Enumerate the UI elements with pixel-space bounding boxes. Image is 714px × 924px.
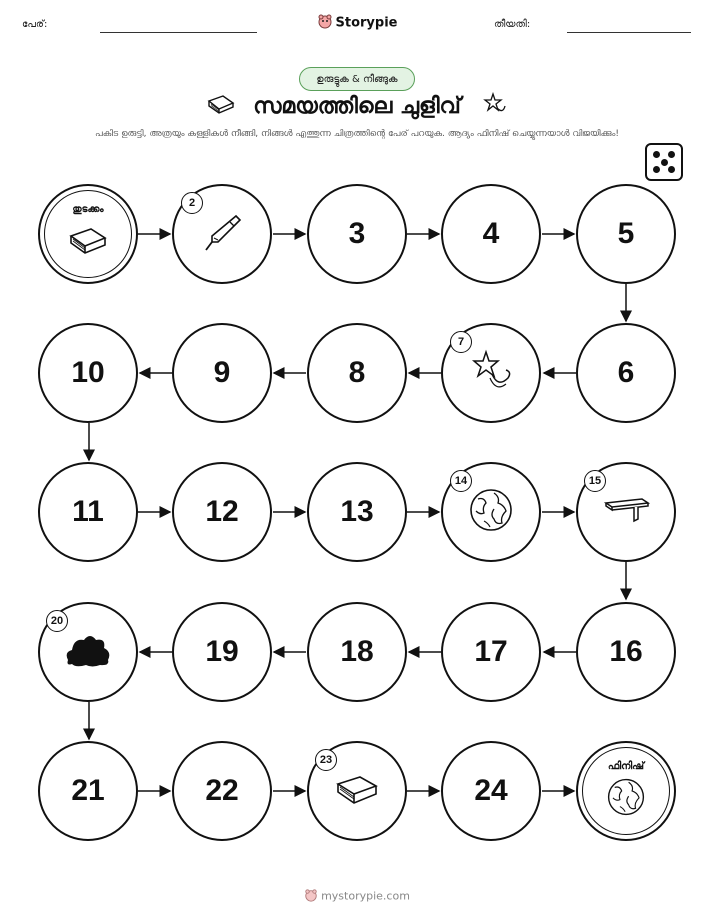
date-label: തീയതി:: [494, 19, 531, 30]
board-cell-21: 21: [38, 741, 138, 841]
board-cell-8: 8: [307, 323, 407, 423]
cell-number-tag: 23: [315, 749, 337, 771]
instructions: പകിട ഉരുട്ടി, അത്രയും കള്ളികൾ നീങ്ങി, നിങ്ങൾ എത്തുന്ന ചിത്രത്തിന്റെ പേര് പറയുക. ആദ്യം ഫിനിഷ് ചെയ്യുന്നയാൾ വിജയിക്കും!: [95, 129, 619, 139]
footer: [0, 888, 714, 905]
start-label: തുടക്കം: [72, 204, 104, 215]
board-cell-16: 16: [576, 602, 676, 702]
board-cell-finish: [576, 741, 676, 841]
footer-url[interactable]: mystorypie.com: [321, 889, 410, 903]
board-cell-17: 17: [441, 602, 541, 702]
cell-number-tag: 7: [450, 331, 472, 353]
cell-number-tag: 2: [181, 192, 203, 214]
title-text: സമയത്തിലെ ചുളിവ്: [253, 94, 461, 119]
board-cell-13: 13: [307, 462, 407, 562]
board-cell-6: 6: [576, 323, 676, 423]
board-cell-4: 4: [441, 184, 541, 284]
board-cell-24: 24: [441, 741, 541, 841]
board-cell-11: 11: [38, 462, 138, 562]
board-cell-9: 9: [172, 323, 272, 423]
globe-icon: [606, 777, 646, 821]
game-type-badge: ഉരുട്ടുക & നീങ്ങുക: [299, 67, 415, 91]
board-cell-start: [38, 184, 138, 284]
ink-blot-icon: [62, 630, 114, 674]
fountain-pen-icon: [200, 210, 244, 258]
cell-number-tag: 14: [450, 470, 472, 492]
board-cell-22: 22: [172, 741, 272, 841]
cell-number-tag: 15: [584, 470, 606, 492]
shelf-icon: [602, 495, 650, 529]
board-cell-10: 10: [38, 323, 138, 423]
globe-icon: [468, 487, 514, 537]
board-cell-18: 18: [307, 602, 407, 702]
book-icon: [68, 224, 108, 260]
board-cell-3: 3: [307, 184, 407, 284]
board-cell-5: 5: [576, 184, 676, 284]
book-icon: [335, 772, 379, 810]
name-label: പേര്:: [22, 19, 48, 30]
finish-label: ഫിനിഷ്: [607, 761, 645, 772]
shooting-star-icon: [468, 348, 514, 398]
board-cell-12: 12: [172, 462, 272, 562]
board-cell-19: 19: [172, 602, 272, 702]
brand-name: Storypie: [335, 15, 398, 31]
storypie-logo-icon: [304, 888, 318, 905]
cell-number-tag: 20: [46, 610, 68, 632]
